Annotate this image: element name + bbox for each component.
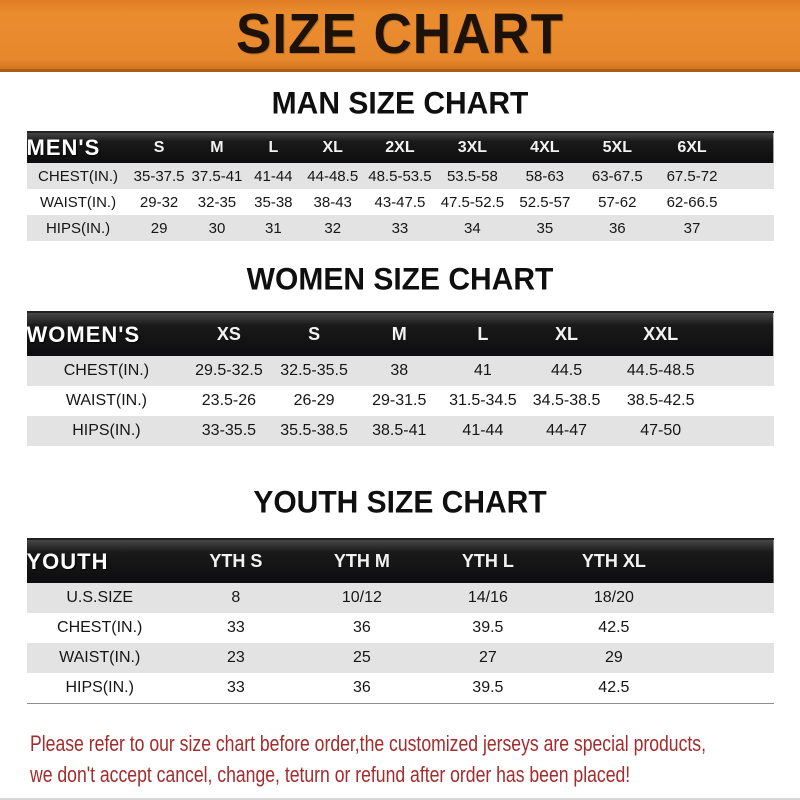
row-label: WAIST(IN.): [39, 193, 117, 211]
size-column-header: 2XL: [385, 139, 415, 156]
size-value-cell: 23: [226, 649, 245, 666]
size-value-cell: 41-44: [254, 167, 293, 185]
size-column-header: S: [308, 324, 321, 344]
table-row: [27, 215, 774, 241]
size-value-cell: 29-32: [139, 193, 179, 211]
youth-size-table: [27, 538, 774, 704]
women-header-row: [27, 312, 774, 356]
size-value-cell: 35.5-38.5: [280, 422, 348, 439]
spacer-cell: [730, 132, 773, 163]
spacer-cell: [677, 643, 774, 673]
row-label: HIPS(IN.): [72, 422, 141, 439]
size-value-cell: 31: [265, 219, 282, 237]
table-row: [27, 386, 774, 416]
size-value-cell: 39.5: [472, 619, 504, 636]
youth-section-title: YOUTH SIZE CHART: [253, 485, 547, 520]
size-value-cell: 47-50: [640, 422, 682, 439]
size-value-cell: 34: [464, 219, 481, 237]
disclaimer-line-2: we don't accept cancel, change, teturn or refund after order has been placed!: [30, 761, 631, 787]
size-value-cell: 47.5-52.5: [440, 193, 505, 211]
size-value-cell: 36: [352, 619, 371, 636]
women-size-section: [0, 263, 800, 446]
size-value-cell: 32-35: [197, 193, 237, 211]
size-value-cell: 18/20: [593, 589, 634, 606]
youth-header-row: [27, 539, 774, 583]
size-value-cell: 10/12: [341, 589, 382, 606]
size-column-header: YTH L: [461, 551, 514, 571]
row-label: WAIST(IN.): [59, 649, 141, 666]
size-value-cell: 44.5: [550, 362, 583, 379]
size-value-cell: 26-29: [293, 392, 335, 409]
size-column-header: XXL: [643, 324, 679, 344]
size-column-header: 6XL: [677, 139, 707, 156]
size-value-cell: 33: [226, 678, 245, 696]
size-value-cell: 62-66.5: [666, 193, 718, 211]
size-column-header: 3XL: [457, 139, 488, 156]
table-row: [27, 583, 774, 613]
size-value-cell: 38-43: [313, 193, 352, 211]
size-value-cell: 14/16: [467, 589, 508, 606]
size-value-cell: 38.5-42.5: [626, 392, 695, 409]
size-value-cell: 38.5-41: [372, 422, 427, 439]
size-value-cell: 37: [683, 219, 701, 237]
size-value-cell: 36: [352, 678, 371, 696]
size-value-cell: 36: [608, 219, 626, 237]
size-value-cell: 33: [391, 219, 409, 237]
table-row: [27, 163, 774, 189]
page-title: SIZE CHART: [236, 3, 564, 66]
size-value-cell: 29: [604, 649, 623, 666]
size-column-header: YTH S: [209, 551, 263, 571]
size-column-header: XL: [322, 139, 343, 156]
size-value-cell: 29-31.5: [372, 392, 427, 409]
men-header-row: [27, 132, 774, 163]
footer-disclaimer: [30, 728, 800, 790]
page-header-banner: [0, 0, 800, 72]
size-value-cell: 57-62: [598, 193, 637, 211]
size-value-cell: 32: [324, 219, 342, 237]
size-value-cell: 29: [150, 219, 168, 237]
size-value-cell: 48.5-53.5: [368, 167, 432, 185]
size-value-cell: 31.5-34.5: [449, 392, 517, 409]
table-row: [27, 416, 774, 446]
size-value-cell: 44-47: [546, 422, 587, 439]
size-value-cell: 41-44: [462, 422, 504, 439]
size-value-cell: 35-37.5: [133, 167, 185, 185]
men-section-title: MAN SIZE CHART: [271, 86, 529, 121]
size-value-cell: 27: [478, 649, 497, 666]
table-row: [27, 643, 774, 673]
size-value-cell: 37.5-41: [191, 167, 243, 185]
size-value-cell: 29.5-32.5: [195, 362, 263, 379]
youth-size-section: [0, 486, 800, 704]
row-label: U.S.SIZE: [66, 589, 134, 606]
size-column-header: YTH M: [333, 551, 390, 571]
size-value-cell: 33-35.5: [201, 422, 257, 439]
size-value-cell: 42.5: [598, 678, 630, 696]
size-value-cell: 34.5-38.5: [532, 392, 601, 409]
size-value-cell: 67.5-72: [666, 167, 718, 185]
size-value-cell: 30: [208, 219, 226, 237]
size-value-cell: 35: [536, 219, 554, 237]
row-label: CHEST(IN.): [63, 362, 150, 379]
spacer-cell: [712, 386, 773, 416]
size-value-cell: 8: [231, 589, 241, 606]
size-column-header: 5XL: [602, 139, 632, 156]
size-value-cell: 52.5-57: [519, 193, 571, 211]
row-label: CHEST(IN.): [57, 619, 143, 636]
row-label: WAIST(IN.): [65, 392, 147, 409]
size-value-cell: 41: [473, 362, 492, 379]
men-table-label: MEN'S: [26, 135, 101, 160]
disclaimer-line-1: Please refer to our size chart before order,the customized jerseys are special products,: [30, 730, 706, 756]
spacer-cell: [712, 356, 773, 386]
men-size-section: [0, 87, 800, 241]
spacer-cell: [677, 583, 774, 613]
youth-table-label: YOUTH: [26, 548, 109, 574]
size-value-cell: 63-67.5: [591, 167, 643, 185]
size-value-cell: 39.5: [472, 678, 504, 696]
size-column-header: XL: [555, 324, 579, 344]
size-value-cell: 44-48.5: [307, 167, 359, 185]
women-table-label: WOMEN'S: [26, 321, 141, 347]
size-column-header: M: [391, 324, 407, 344]
row-label: CHEST(IN.): [38, 167, 119, 185]
size-column-header: L: [477, 324, 489, 344]
table-row: [27, 356, 774, 386]
size-value-cell: 35-38: [254, 193, 293, 211]
table-row: [27, 673, 774, 703]
size-column-header: S: [153, 139, 165, 156]
size-value-cell: 44.5-48.5: [626, 362, 695, 379]
table-row: [27, 189, 774, 215]
size-column-header: L: [268, 139, 279, 156]
row-label: HIPS(IN.): [45, 219, 111, 237]
women-size-table: [27, 311, 774, 446]
spacer-cell: [730, 215, 773, 241]
size-value-cell: 33: [226, 619, 245, 636]
size-value-cell: 58-63: [525, 167, 565, 185]
spacer-cell: [712, 312, 773, 356]
size-value-cell: 32.5-35.5: [280, 362, 348, 379]
size-value-cell: 43-47.5: [374, 193, 426, 211]
size-column-header: M: [210, 139, 224, 156]
size-column-header: 4XL: [530, 139, 560, 156]
spacer-cell: [677, 539, 774, 583]
size-value-cell: 38: [390, 362, 409, 379]
size-column-header: XS: [216, 324, 241, 344]
spacer-cell: [677, 613, 774, 643]
spacer-cell: [730, 189, 773, 215]
size-value-cell: 25: [352, 649, 371, 666]
size-value-cell: 53.5-58: [446, 167, 498, 185]
spacer-cell: [730, 163, 773, 189]
table-row: [27, 613, 774, 643]
size-column-header: YTH XL: [581, 551, 646, 571]
women-section-title: WOMEN SIZE CHART: [246, 262, 554, 297]
spacer-cell: [677, 673, 774, 703]
row-label: HIPS(IN.): [65, 678, 134, 696]
men-size-table: [27, 131, 774, 241]
size-value-cell: 42.5: [598, 619, 630, 636]
size-value-cell: 23.5-26: [201, 392, 257, 409]
spacer-cell: [712, 416, 773, 446]
